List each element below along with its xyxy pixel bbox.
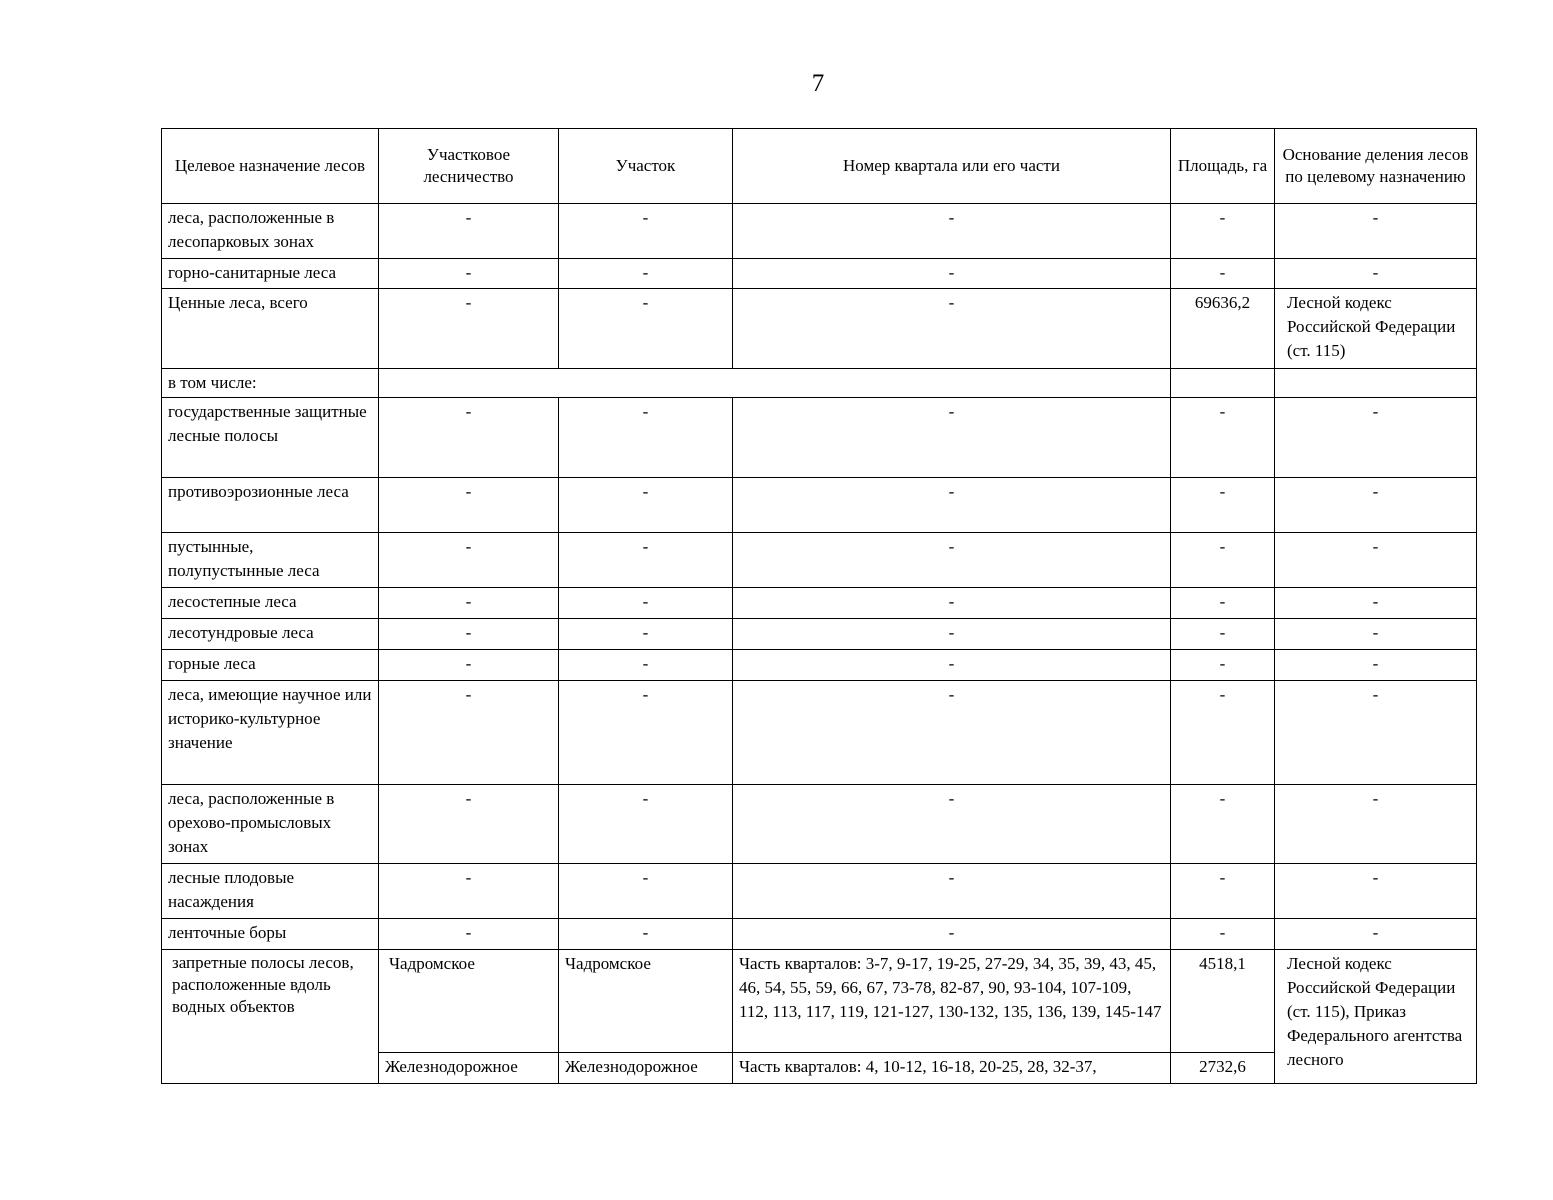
- header-quarter: Номер квартала или его части: [733, 129, 1171, 204]
- dash-cell: -: [379, 204, 559, 259]
- dash-cell: -: [1171, 588, 1275, 619]
- dash-cell: -: [379, 864, 559, 919]
- table-header-row: [162, 129, 1477, 204]
- row-purpose: ленточные боры: [162, 919, 379, 950]
- dash-cell: -: [733, 204, 1171, 259]
- table-row: [162, 650, 1477, 681]
- header-plot: Участок: [559, 129, 733, 204]
- area-value: 2732,6: [1171, 1053, 1275, 1084]
- dash-cell: -: [379, 588, 559, 619]
- dash-cell: -: [559, 478, 733, 533]
- row-purpose: леса, расположенные в орехово-промысловых зонах: [162, 785, 379, 864]
- dash-cell: -: [1275, 864, 1477, 919]
- dash-cell: -: [379, 785, 559, 864]
- table-row: [162, 619, 1477, 650]
- dash-cell: -: [733, 864, 1171, 919]
- dash-cell: -: [733, 619, 1171, 650]
- dash-cell: -: [1171, 681, 1275, 785]
- header-basis: Основание деления лесов по целевому назначению: [1275, 129, 1477, 204]
- row-purpose: лесотундровые леса: [162, 619, 379, 650]
- dash-cell: -: [559, 619, 733, 650]
- table-row: [162, 864, 1477, 919]
- row-purpose: лесостепные леса: [162, 588, 379, 619]
- table-row: [162, 919, 1477, 950]
- dash-cell: -: [733, 398, 1171, 478]
- row-purpose: в том числе:: [162, 369, 379, 398]
- forestry-name: Железнодорожное: [379, 1053, 559, 1084]
- row-purpose: противоэрозионные леса: [162, 478, 379, 533]
- dash-cell: -: [1275, 533, 1477, 588]
- forestry-name: Чадромское: [379, 950, 559, 1053]
- header-forestry: Участковое лесничество: [379, 129, 559, 204]
- table-row: [162, 950, 1477, 1053]
- area-value: 4518,1: [1171, 950, 1275, 1053]
- dash-cell: -: [1275, 588, 1477, 619]
- dash-cell: -: [379, 533, 559, 588]
- dash-cell: -: [379, 681, 559, 785]
- dash-cell: -: [1275, 650, 1477, 681]
- dash-cell: -: [379, 619, 559, 650]
- empty-cell: [379, 369, 1171, 398]
- dash-cell: -: [733, 478, 1171, 533]
- dash-cell: -: [379, 398, 559, 478]
- dash-cell: -: [559, 398, 733, 478]
- dash-cell: -: [559, 289, 733, 369]
- table-row: [162, 681, 1477, 785]
- dash-cell: -: [1171, 259, 1275, 289]
- dash-cell: -: [1275, 204, 1477, 259]
- header-area: Площадь, га: [1171, 129, 1275, 204]
- dash-cell: -: [1275, 398, 1477, 478]
- dash-cell: -: [559, 864, 733, 919]
- dash-cell: -: [1171, 533, 1275, 588]
- plot-name: Железнодорожное: [559, 1053, 733, 1084]
- dash-cell: -: [733, 785, 1171, 864]
- row-purpose: леса, имеющие научное или историко-культурное значение: [162, 681, 379, 785]
- quarter-list: Часть кварталов: 3-7, 9-17, 19-25, 27-29, 34, 35, 39, 43, 45, 46, 54, 55, 59, 66, 67, 73-78, 82-87, 90, 93-104, 107-109, 112, 113, 117, 119, 121-127, 130-132, 135, 136, 139, 145-147: [733, 950, 1171, 1053]
- dash-cell: -: [559, 204, 733, 259]
- row-purpose: леса, расположенные в лесопарковых зонах: [162, 204, 379, 259]
- row-purpose: запретные полосы лесов, расположенные вдоль водных объектов: [162, 950, 379, 1084]
- dash-cell: -: [1171, 864, 1275, 919]
- area-value: 69636,2: [1171, 289, 1275, 369]
- dash-cell: -: [559, 650, 733, 681]
- dash-cell: -: [379, 478, 559, 533]
- table-row: [162, 289, 1477, 369]
- table-row: [162, 478, 1477, 533]
- dash-cell: -: [733, 289, 1171, 369]
- dash-cell: -: [1275, 785, 1477, 864]
- dash-cell: -: [1171, 204, 1275, 259]
- quarter-list: Часть кварталов: 4, 10-12, 16-18, 20-25, 28, 32-37,: [733, 1053, 1171, 1084]
- page-number: 7: [811, 70, 825, 97]
- forest-purpose-table: [161, 128, 1477, 1084]
- basis-text: Лесной кодекс Российской Федерации (ст. 115), Приказ Федерального агентства лесного: [1275, 950, 1477, 1084]
- dash-cell: -: [559, 588, 733, 619]
- dash-cell: -: [379, 289, 559, 369]
- dash-cell: -: [1171, 398, 1275, 478]
- header-purpose: Целевое назначение лесов: [162, 129, 379, 204]
- dash-cell: -: [559, 785, 733, 864]
- row-purpose: лесные плодовые насаждения: [162, 864, 379, 919]
- table-row: [162, 533, 1477, 588]
- dash-cell: -: [733, 650, 1171, 681]
- dash-cell: -: [733, 588, 1171, 619]
- dash-cell: -: [1171, 785, 1275, 864]
- table-row: [162, 398, 1477, 478]
- table-row: [162, 369, 1477, 398]
- dash-cell: -: [1171, 919, 1275, 950]
- dash-cell: -: [733, 919, 1171, 950]
- empty-cell: [1275, 369, 1477, 398]
- dash-cell: -: [1171, 619, 1275, 650]
- plot-name: Чадромское: [559, 950, 733, 1053]
- dash-cell: -: [559, 259, 733, 289]
- dash-cell: -: [1275, 619, 1477, 650]
- table-row: [162, 259, 1477, 289]
- row-purpose: государственные защитные лесные полосы: [162, 398, 379, 478]
- table-row: [162, 588, 1477, 619]
- dash-cell: -: [379, 259, 559, 289]
- table-row: [162, 785, 1477, 864]
- table-row: [162, 204, 1477, 259]
- dash-cell: -: [733, 681, 1171, 785]
- row-purpose: пустынные, полупустынные леса: [162, 533, 379, 588]
- dash-cell: -: [379, 650, 559, 681]
- dash-cell: -: [1275, 919, 1477, 950]
- dash-cell: -: [1275, 259, 1477, 289]
- dash-cell: -: [1171, 478, 1275, 533]
- dash-cell: -: [1275, 478, 1477, 533]
- dash-cell: -: [559, 533, 733, 588]
- dash-cell: -: [733, 259, 1171, 289]
- row-purpose: Ценные леса, всего: [162, 289, 379, 369]
- dash-cell: -: [1275, 681, 1477, 785]
- empty-cell: [1171, 369, 1275, 398]
- row-purpose: горно-санитарные леса: [162, 259, 379, 289]
- dash-cell: -: [379, 919, 559, 950]
- dash-cell: -: [559, 919, 733, 950]
- dash-cell: -: [1171, 650, 1275, 681]
- basis-text: Лесной кодекс Российской Федерации (ст. 115): [1275, 289, 1477, 369]
- row-purpose: горные леса: [162, 650, 379, 681]
- dash-cell: -: [733, 533, 1171, 588]
- dash-cell: -: [559, 681, 733, 785]
